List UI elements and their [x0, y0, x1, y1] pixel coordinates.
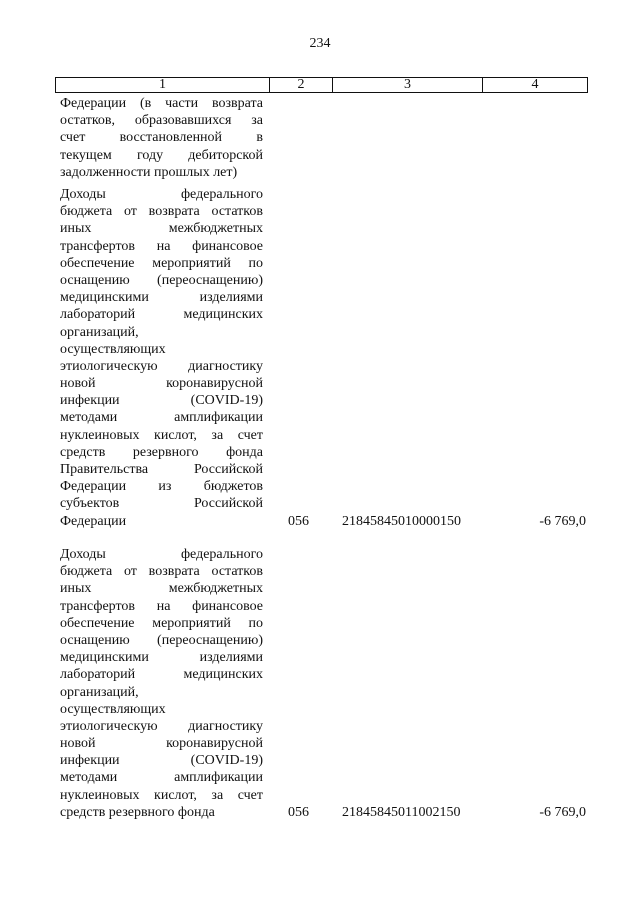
description-line: счет восстановленной в: [60, 130, 263, 146]
description-line: инфекции (COVID-19): [60, 393, 263, 409]
column-header-table: [55, 77, 588, 93]
description-line: новой коронавирусной: [60, 376, 263, 392]
description-line: методами амплификации: [60, 410, 263, 426]
description-line: нуклеиновых кислот, за счет: [60, 787, 263, 803]
column-header-4: 4: [483, 78, 588, 93]
budget-class-code: 21845845011002150: [342, 805, 461, 820]
budget-class-code: 21845845010000150: [342, 513, 461, 529]
description-line: нуклеиновых кислот, за счет: [60, 427, 263, 443]
description-line: Правительства Российской: [60, 462, 263, 477]
column-header-2: 2: [270, 78, 333, 93]
description-line: Федерации: [60, 513, 127, 529]
description-line: бюджета от возврата остатков: [60, 564, 263, 580]
description-line: Федерации из бюджетов: [60, 479, 263, 495]
description-line: субъектов Российской: [60, 496, 263, 512]
description-line: текущем году дебиторской: [60, 147, 263, 163]
description-line: иных межбюджетных: [60, 221, 263, 237]
description-line: иных межбюджетных: [60, 581, 263, 597]
admin-code: 056: [288, 513, 309, 529]
description-line: этиологическую диагностику: [60, 718, 263, 734]
amount-value: -6 769,0: [539, 513, 586, 529]
description-line: обеспечение мероприятий по: [60, 615, 263, 631]
row-description: [60, 95, 263, 181]
description-line: средств резервного фонда: [60, 444, 263, 460]
column-header-row: [56, 78, 588, 93]
description-line: Доходы федерального: [60, 187, 263, 202]
description-line: Федерации (в части возврата: [60, 96, 263, 111]
description-line: обеспечение мероприятий по: [60, 255, 263, 271]
description-line: остатков, образовавшихся за: [60, 113, 263, 129]
description-line: бюджета от возврата остатков: [60, 204, 263, 220]
description-line: оснащению (переоснащению): [60, 272, 263, 288]
description-line: новой коронавирусной: [60, 736, 263, 752]
description-line: медицинскими изделиями: [60, 650, 263, 666]
description-line: осуществляющих: [60, 701, 166, 717]
description-line: инфекции (COVID-19): [60, 753, 263, 769]
description-line: лабораторий медицинских: [60, 667, 263, 683]
description-line: этиологическую диагностику: [60, 358, 263, 374]
description-line: трансфертов на финансовое: [60, 238, 263, 254]
description-line: оснащению (переоснащению): [60, 632, 263, 648]
description-line: лабораторий медицинских: [60, 307, 263, 323]
amount-value: -6 769,0: [539, 805, 586, 820]
admin-code: 056: [288, 805, 309, 820]
description-line: задолженности прошлых лет): [60, 164, 238, 180]
description-line: медицинскими изделиями: [60, 290, 263, 306]
column-header-1: 1: [56, 78, 270, 93]
column-header-3: 3: [333, 78, 483, 93]
row-description: [60, 186, 263, 530]
description-line: методами амплификации: [60, 770, 263, 786]
description-line: организаций,: [60, 324, 139, 340]
description-line: организаций,: [60, 684, 139, 700]
description-line: трансфертов на финансовое: [60, 598, 263, 614]
page-number: 234: [309, 36, 331, 51]
description-line: осуществляющих: [60, 341, 166, 357]
description-line: Доходы федерального: [60, 547, 263, 562]
description-line: средств резервного фонда: [60, 804, 215, 820]
row-description: [60, 546, 263, 821]
